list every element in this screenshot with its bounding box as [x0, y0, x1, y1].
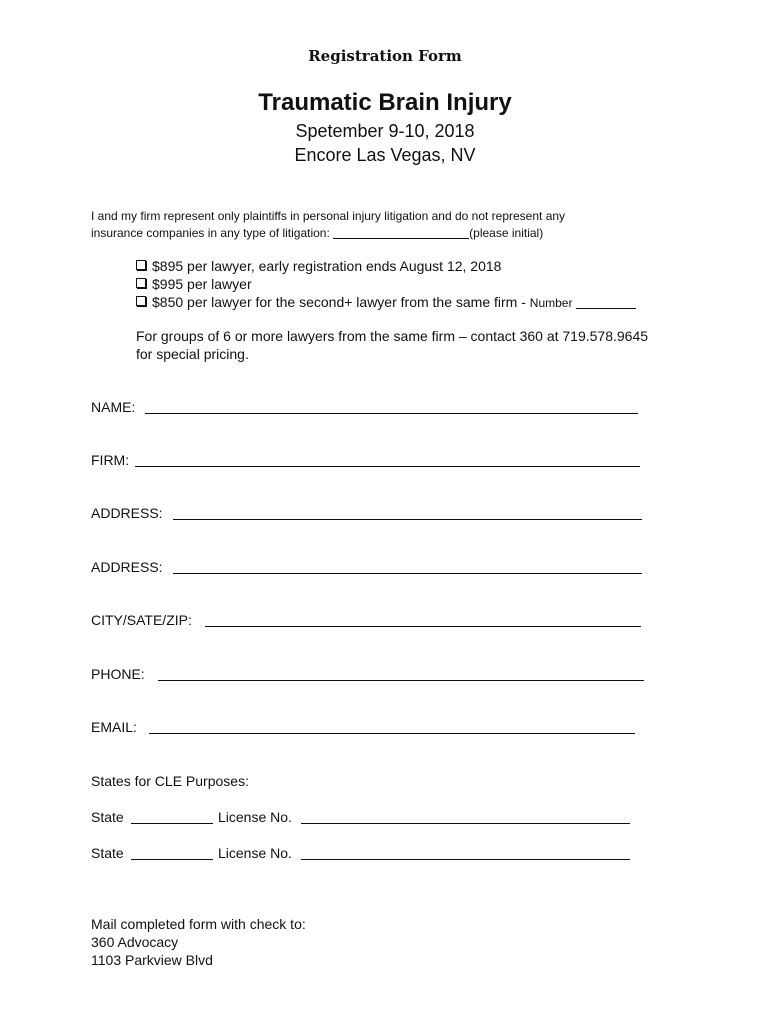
- address-field-2[interactable]: [173, 573, 642, 574]
- pricing-option-standard: [136, 276, 252, 292]
- checkbox-standard[interactable]: [136, 278, 146, 288]
- state-label-1: State: [91, 809, 124, 825]
- initial-field[interactable]: [333, 238, 469, 239]
- state-field-2[interactable]: [131, 859, 213, 860]
- cle-heading: States for CLE Purposes:: [91, 773, 249, 789]
- checkbox-early[interactable]: [136, 260, 146, 270]
- license-label-2: License No.: [218, 845, 292, 861]
- event-title: Traumatic Brain Injury: [258, 89, 512, 116]
- license-field-1[interactable]: [301, 823, 630, 824]
- address-label-2: ADDRESS:: [91, 559, 163, 575]
- pricing-option-label: $995 per lawyer: [152, 276, 252, 292]
- attestation-line-1: I and my firm represent only plaintiffs in personal injury litigation and do not represent any: [91, 209, 566, 223]
- firm-label: FIRM:: [91, 452, 130, 468]
- number-label: Number: [529, 296, 573, 310]
- city-state-zip-field[interactable]: [205, 626, 641, 627]
- pricing-option-second-lawyer: [136, 294, 636, 310]
- address-label-1: ADDRESS:: [91, 505, 163, 521]
- pricing-option-early: [136, 258, 501, 274]
- pricing-option-label: $895 per lawyer, early registration ends August 12, 2018: [152, 258, 502, 274]
- group-note-line-2: for special pricing.: [136, 346, 249, 362]
- attestation-suffix: (please initial): [469, 226, 544, 240]
- mail-instruction: Mail completed form with check to:: [91, 916, 306, 932]
- name-label: NAME:: [91, 399, 136, 415]
- state-label-2: State: [91, 845, 124, 861]
- firm-field[interactable]: [135, 466, 640, 467]
- event-location: Encore Las Vegas, NV: [294, 145, 476, 165]
- state-field-1[interactable]: [131, 823, 213, 824]
- checkbox-second-lawyer[interactable]: [136, 296, 146, 306]
- pricing-option-label: $850 per lawyer for the second+ lawyer from the same firm -: [152, 294, 526, 310]
- number-field[interactable]: [576, 308, 636, 309]
- license-label-1: License No.: [218, 809, 292, 825]
- attestation-prefix: insurance companies in any type of litigation:: [91, 226, 330, 240]
- city-state-zip-label: CITY/SATE/ZIP:: [91, 612, 192, 628]
- mail-street: 1103 Parkview Blvd: [91, 952, 213, 968]
- group-note-line-1: For groups of 6 or more lawyers from the same firm – contact 360 at 719.578.9645: [136, 328, 649, 344]
- license-field-2[interactable]: [301, 859, 630, 860]
- registration-form-heading: Registration Form: [308, 47, 462, 65]
- phone-label: PHONE:: [91, 666, 145, 682]
- address-field-1[interactable]: [173, 519, 642, 520]
- email-field[interactable]: [149, 733, 635, 734]
- email-label: EMAIL:: [91, 719, 137, 735]
- mail-organization: 360 Advocacy: [91, 934, 179, 950]
- phone-field[interactable]: [158, 680, 644, 681]
- name-field[interactable]: [145, 413, 638, 414]
- event-date: Spetember 9-10, 2018: [295, 121, 475, 141]
- attestation-line-2: [91, 225, 543, 242]
